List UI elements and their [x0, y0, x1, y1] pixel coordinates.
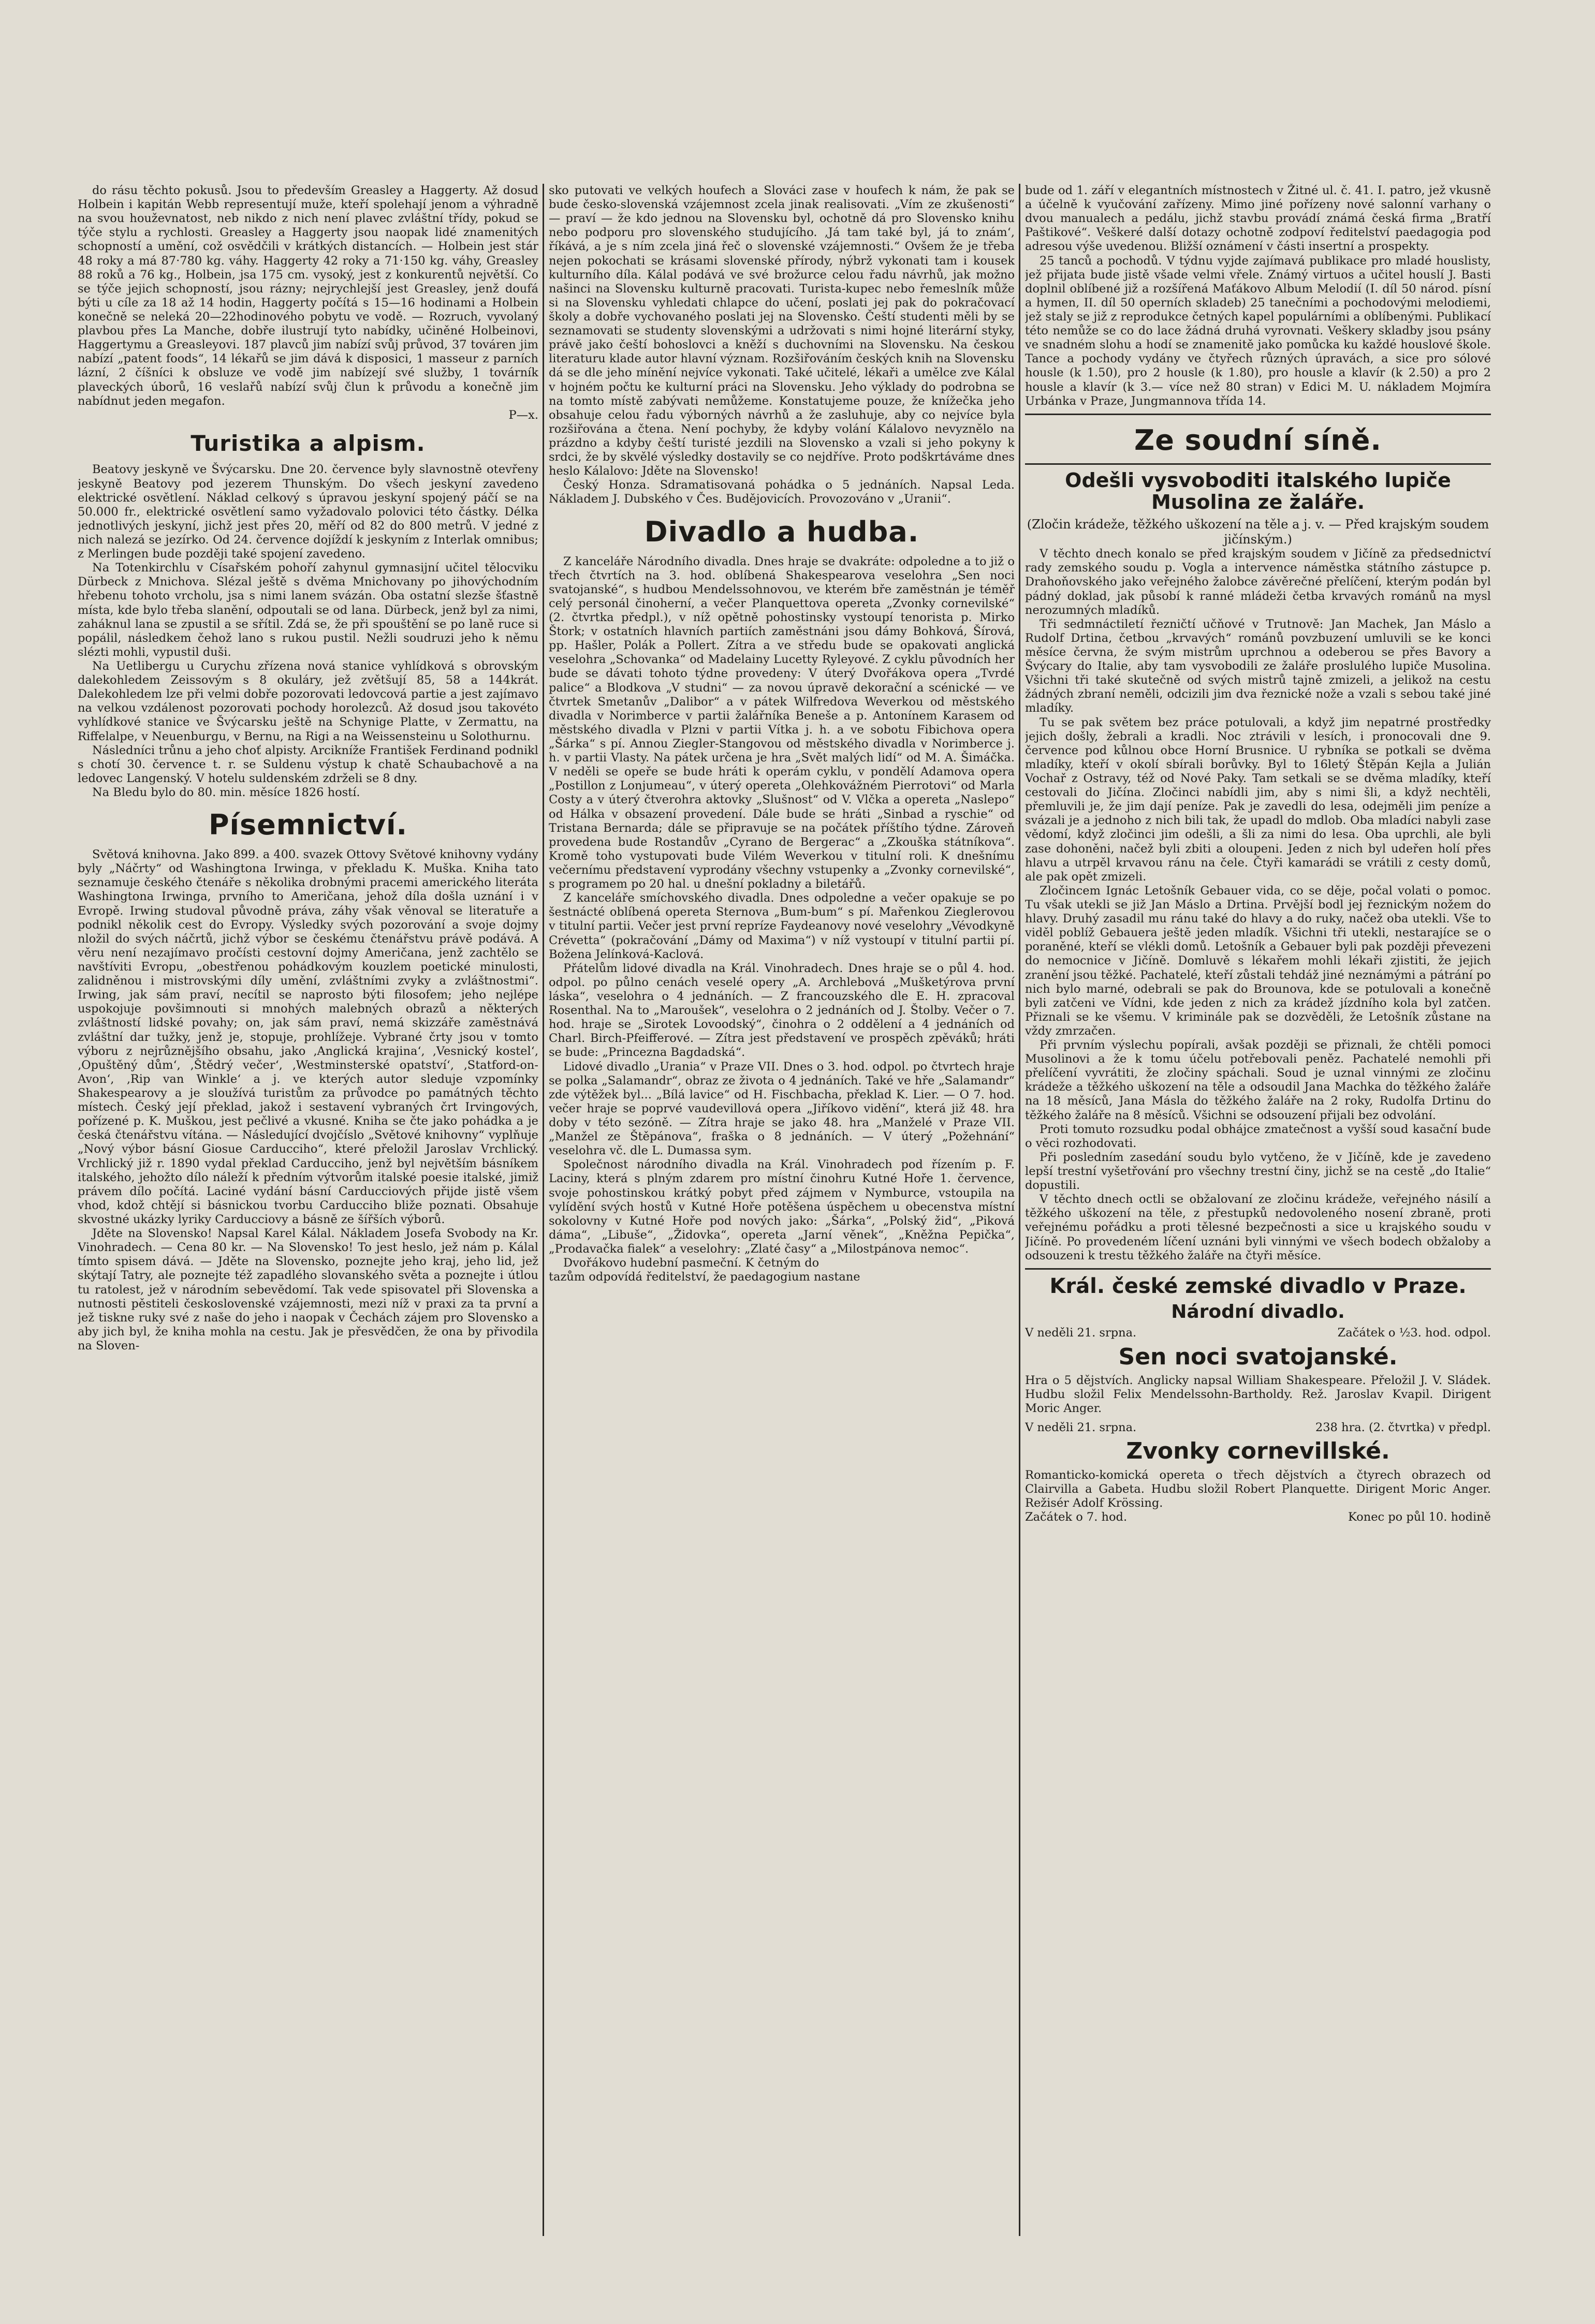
article-paragraph: Jděte na Slovensko! Napsal Karel Kálal. Nákladem Josefa Svobody na Kr. Vinohradech. — Cena 80 kr. — Na Slovensko! To jest heslo, jež nám p. Kálal tímto spisem dává. — Jděte na Slovensko, poznejte jeho kraj, jeho lid, jež skýtají Tatry, ale poznejte též zapadlého slovanského světa a poznejte i útlou tu ratolest, jež v národním sebevědomí. Tak vede spisovatel při Slovenska a nutnosti pěstiteli československé vzájemnosti, mezi níž v praxi za ta první a jež tiskne ruky své z naše do jeho i naopak v Čechách zájem pro Slovensko a aby jich byl, že kniha mohla na cestu. Jak je přesvědčen, že ona by přivodila na Sloven-	[78, 1227, 538, 1352]
article-paragraph: Tu se pak světem bez práce potulovali, a když jim nepatrné prostředky jejich došly, žebrali a kradli. Noc ztrávili v lesích, i pronocovali dne 9. července pod kůlnou obce Horní Brusnice. U rybníka se potkali se dvěma mladíky, kteří v okolí sbírali borůvky. Byl to 16letý Štěpán Kejla a Julián Vochař z Ostravy, též od Nové Paky. Tam setkali se se dvěma mladíky, kteří cestovali do Jičína. Zločinci nabídli jim, aby s nimi šli, a když nechtěli, přemluvili je, že jim dají peníze. Pak je zavedli do lesa, odejměli jim peníze a svázali je a jednoho z nich bili tak, že upadl do mdlob. Oba mladíci nabyli zase vědomí, když zločinci jim odešli, a šli za nimi do lesa. Oba uprchli, ale byli zase dohoněni, načež byli zbiti a oloupeni. Jeden z nich byl udeřen holí přes hlavu a utrpěl krvavou ránu na čele. Čtyři kamarádi se vrátili z cesty domů, ale pak opět zmizeli.	[1025, 715, 1491, 884]
article-paragraph: Český Honza. Sdramatisovaná pohádka o 5 jednáních. Napsal Leda. Nákladem J. Dubského v Čes. Budějovicích. Provozováno v „Uranii“.	[549, 478, 1015, 506]
ad-date-line	[1025, 1326, 1491, 1340]
section-heading-divadlo: Divadlo a hudba.	[644, 515, 919, 548]
ad-description: Hra o 5 dějstvích. Anglicky napsal William Shakespeare. Přeložil J. V. Sládek. Hudbu složil Felix Mendelssohn-Bartholdy. Rež. Jaroslav Kvapil. Dirigent Moric Anger.	[1025, 1373, 1491, 1416]
article-subtitle: (Zločin krádeže, těžkého uškození na těle a j. v. — Před krajským soudem jičínským.)	[1027, 517, 1489, 547]
article-paragraph: Proti tomuto rozsudku podal obhájce zmatečnost a vyšší soud kasační bude o věci rozhodovati.	[1025, 1122, 1491, 1150]
ad-time-line	[1025, 1510, 1491, 1524]
article-paragraph: 25 tanců a pochodů. V týdnu vyjde zajímavá publikace pro mladé houslisty, jež přijata bude jistě všade velmi vřele. Známý virtuos a učitel houslí J. Basti doplnil oblíbené již a rozšířená Maťákovo Album Melodií (I. díl 50 národ. písní a hymen, II. díl 50 operních skladeb) 25 tanečními a pochodovými melodiemi, jež staly se již z reprodukce četných kapel populárními a oblíbenými. Publikací této nemůže se co do lace žádná druhá vyrovnati. Veškery skladby jsou psány ve snadném slohu a hodí se znamenitě jako pomůcka ku každé houslové škole. Tance a pochody vydány ve čtyřech různých úpravách, a sice pro sólové housle (k 1.50), pro 2 housle (k 1.80), pro housle a klavír (k 2.50) a pro 2 housle a klavír (k 3.— více než 80 stran) v Edici M. U. nákladem Mojmíra Urbánka v Praze, Jungmannova třída 14.	[1025, 254, 1491, 408]
article-paragraph: V těchto dnech konalo se před krajským soudem v Jičíně za předsednictví rady zemského soudu p. Vogla a intervence náměstka státního zástupce p. Drahoňovského jako veřejného žalobce závěrečné přelíčení, kterým podán byl pádný doklad, jak působí k ranné mládeži četba krvavých románů na mysl nerozumných mladíků.	[1025, 547, 1491, 617]
ad-play-title: Sen noci svatojanské.	[1118, 1343, 1398, 1370]
divider	[1025, 414, 1491, 415]
ad-title: Král. české zemské divadlo v Praze.	[1049, 1274, 1467, 1298]
ad-start: Začátek o 7. hod.	[1025, 1510, 1128, 1524]
ad-date: V neděli 21. srpna.	[1025, 1326, 1137, 1340]
article-paragraph: Na Uetlibergu u Curychu zřízena nová stanice vyhlídková s obrovským dalekohledem Zeissovým s 8 okuláry, jež zvětšují 85, 58 a 144krát. Dalekohledem lze při velmi dobře pozorovati ledovcová partie a jest zajímavo na velkou vzdálenost pozorovati pochody horolezců. Až dosud jsou takovéto vyhlídkové stanice ve Švýcarsku ještě na Schynige Platte, v Zermattu, na Riffelalpe, v Neuenburgu, v Bernu, na Rigi a na Weissensteinu u Solothurnu.	[78, 659, 538, 743]
ad-play-title: Zvonky cornevillské.	[1126, 1438, 1390, 1465]
article-paragraph: Přátelům lidové divadla na Král. Vinohradech. Dnes hraje se o půl 4. hod. odpol. po půlno cenách veselé opery „A. Archlebová „Mušketýrova první láska“, veselohra o 4 jednáních. — Z francouzského dle E. H. zpracoval Rosenthal. Na to „Maroušek“, veselohra o 2 jednáních od J. Štolby. Večer o 7. hod. hraje se „Sirotek Lovoodský“, činohra o 2 oddělení a 4 jednáních od Charl. Birch-Pfeifferové. — Zítra jest představení ve prospěch zpěváků; hráti se bude: „Princezna Bagdadská“.	[549, 961, 1015, 1060]
article-paragraph: Beatovy jeskyně ve Švýcarsku. Dne 20. července byly slavnostně otevřeny jeskyně Beatovy pod jezerem Thunským. Do všech jeskyní zavedeno elektrické osvětlení. Náklad celkový s úpravou jeskyní spojený páčí se na 50.000 fr., elektrické osvětlení samo vyžadovalo polovici této částky. Délka jednotlivých jeskyní, jichž jest přes 20, měří od 82 do 800 metrů. V jedné z nich nalezá se jezírko. Od 24. července dojíždí k jeskyním z Interlak omnibus; z Merlingen bude později také spojení zavedeno.	[78, 463, 538, 561]
article-paragraph: Následníci trůnu a jeho choť alpisty. Arcikníže František Ferdinand podnikl s chotí 30. července t. r. se Suldenu výstup k chatě Schaubachově a na ledovec Langenský. V hotelu suldenském zdrželi se 8 dny.	[78, 743, 538, 785]
column-middle	[549, 184, 1015, 2236]
article-paragraph: Z kanceláře smíchovského divadla. Dnes odpoledne a večer opakuje se po šestnácté oblíbená opereta Sternova „Bum-bum“ s pí. Mařenkou Zieglerovou v titulní partii. Večer jest první repríze Faydeanovy nové veselohry „Vévodkyně Crévetta“ (pokračování „Dámy od Maxima“) v níž vystoupí v titulní partii pí. Božena Jelínková-Kaclová.	[549, 891, 1015, 961]
article-paragraph: Tři sedmnáctiletí řezničtí učňové v Trutnově: Jan Machek, Jan Máslo a Rudolf Drtina, četbou „krvavých“ románů povzbuzení umluvili se ke konci měsíce června, že svým mistrům uprchnou a odeberou se přes Bavory a Švýcary do Italie, aby tam vysvobodili ze žaláře proslulého lupiče Musolina. Všichni tři také skutečně od svých mistrů tajně zmizeli, a jelikož na cestu žádných zbraní neměli, odcizili jim dva řeznické nože a vzali s sebou také jiné mladíky.	[1025, 617, 1491, 715]
section-heading-pisemnictvi: Písemnictví.	[208, 808, 408, 842]
author-signature: P—x.	[508, 408, 538, 422]
ad-performance: 238 hra. (2. čtvrtka) v předpl.	[1315, 1421, 1491, 1435]
ad-date-line	[1025, 1421, 1491, 1435]
column-rule	[543, 184, 544, 2236]
ad-date: V neděli 21. srpna.	[1025, 1421, 1137, 1435]
ad-end: Konec po půl 10. hodině	[1348, 1510, 1491, 1524]
article-title: Odešli vysvoboditi italského lupiče Musolina ze žaláře.	[1065, 468, 1451, 513]
article-paragraph: Zločincem Ignác Letošník Gebauer vida, co se děje, počal volati o pomoc. Tu však utekli se již Jan Máslo a Drtina. Prvější bodl jej řeznickým nožem do hlavy. Druhý zasadil mu ránu také do hlavy a do ruky, načež oba utekli. Vše to viděl poblíž Gebauera ještě jeden mladík. Všichni tři utekli, nestarajíce se o poraněné, kteří se vlékli domů. Letošník a Gebauer byli pak později převezeni do nemocnice v Jičíně. Domluvě s lékařem mohli lékaři zjistiti, že jejich zranění jsou těžké. Pachatelé, kteří zůstali tehdáž jiné neznámými a pátrání po nich bylo marné, odebrali se pak do Brounova, kde se potulovali a konečně byli zatčeni ve Vídni, kde jeden z nich za krádež jízdního kola byl zatčen. Přiznali se ke všemu. V kriminále pak se dozvěděli, že Letošník zůstane na vždy zmrzačen.	[1025, 884, 1491, 1038]
article-paragraph: bude od 1. září v elegantních místnostech v Žitné ul. č. 41. I. patro, jež vkusně a účelně k vyučování zařízeny. Mimo jiné pořízeny nové salonní varhany o dvou manualech a pedálu, jichž stavbu provádí známá česká firma „Bratří Paštikové“. Veškeré další dotazy ochotně zodpoví ředitelství paedagogia pod adresou výše uvedenou. Bližší oznámení v části insertní a prospekty.	[1025, 184, 1491, 254]
section-heading-turistika: Turistika a alpism.	[191, 430, 426, 456]
article-paragraph: Lidové divadlo „Urania“ v Praze VII. Dnes o 3. hod. odpol. po čtvrtech hraje se polka „Salamandr“, obraz ze života o 4 jednáních. Také ve hře „Salamandr“ zde výtěžek byl... „Bílá lavice“ od H. Fischbacha, překlad K. Lier. — O 7. hod. večer hraje se poprvé vaudevillová opera „Jiříkovo vidění“, která již 48. hra doby v této sezóně. — Zítra hraje se jako 48. hra „Manželé v Praze VII. „Manžel ze Štěpánova“, fraška o 8 jednáních. — V úterý „Požehnání“ veselohra vč. dle L. Dumassa sym.	[549, 1060, 1015, 1158]
column-right	[1025, 184, 1491, 2236]
divider	[1025, 1268, 1491, 1270]
article-paragraph: Při prvním výslechu popírali, avšak později se přiznali, že chtěli pomoci Musolinovi a že k tomu účelu potřebovali peněz. Pachatelé nemohli při přelíčení vyvrátiti, že zločiny spáchali. Soud je uznal vinnými ze zločinu krádeže a těžkého uškození na těle a odsoudil Jana Machka do těžkého žaláře na 18 měsíců, Jana Másla do těžkého žaláře na 2 roky, Rudolfa Drtinu do těžkého žaláře na 8 měsíců. Všichni se odsouzení přijali bez odvolání.	[1025, 1038, 1491, 1122]
article-paragraph: Společnost národního divadla na Král. Vinohradech pod řízením p. F. Laciny, která s plným zdarem pro místní činohru Kutné Hoře 1. července, svoje pohostinskou krátký pobyt před zájmem v Nymburce, vstoupila na vylídění svých hostů v Kutné Hoře potěšena úspěchem u obecenstva místní sokolovny v Kutné Hoře pod nových jako: „Šárka“, „Polský žid“, „Piková dáma“, „Libuše“, „Židovka“, opereta „Jarní věnek“, „Kněžna Pepička“, „Prodavačka fialek“ a veselohry: „Zlaté časy“ a „Milostpánova nemoc“.	[549, 1158, 1015, 1256]
article-paragraph: V těchto dnech octli se obžalovaní ze zločinu krádeže, veřejného násilí a těžkého uškození na těle, z přestupků nedovoleného nosení zbraně, proti veřejnému pořádku a proti tělesné bezpečnosti a sice u krajského soudu v Jičíně. Po provedeném líčení uznáni byli vinnými ve všech bodech obžaloby a odsouzeni k trestu těžkého žaláře na čtyři měsíce.	[1025, 1193, 1491, 1262]
column-left	[78, 184, 538, 2236]
ad-subtitle: Národní divadlo.	[1171, 1301, 1345, 1322]
article-paragraph: Při posledním zasedání soudu bylo vytčeno, že v Jičíně, kde je zavedeno lepší trestní vyšetřování pro všechny trestní činy, jichž se na cestě „do Italie“ dopustili.	[1025, 1150, 1491, 1193]
ad-time: Začátek o ½3. hod. odpol.	[1337, 1326, 1491, 1340]
article-paragraph: do rásu těchto pokusů. Jsou to především Greasley a Haggerty. Až dosud Holbein i kapitán Webb representují muže, kteří spolehají jenom a výhradně na svou houževnatost, neb nikdo z nich není plavec zvláštní třídy, pokud se týče stylu a rychlosti. Greasley a Haggerty jsou naopak lidé znamenitých schopností a umění, což osvědčili v krátkých distancích. — Holbein jest stár 48 roky a má 87·780 kg. váhy. Haggerty 42 roky a 71·150 kg. váhy, Greasley 88 roků a 76 kg., Holbein, jsa 175 cm. vysoký, jest z konkurentů největší. Co se týče jejich schopností, jsou rázny; nejrychlejší jest Greasley, jenž doufá býti u cíle za 18 až 14 hodin, Haggerty počítá s 15—16 hodinami a Holbein konečně se neleká 20—22hodinového pobytu ve vodě. — Rozruch, vyvolaný plavbou přes La Manche, dobře ilustrují tyto nabídky, učiněné Holbeinovi, Haggertymu a Greasleyovi. 187 plavců jim nabízí svůj průvod, 37 továren jim nabízí „patent foods“, 14 lékařů se jim dává k disposici, 1 masseur z parních lázní, 2 číšníci k obsluze ve vodě jim nabízejí své služby, 1 továrník plaveckých úborů, 16 veslařů nabízí svůj člun k průvodu a konečně jim nabídnut jeden megafon.	[78, 184, 538, 408]
section-heading-soud: Ze soudní síně.	[1134, 423, 1382, 457]
article-paragraph: Na Totenkirchlu v Císařském pohoří zahynul gymnasijní učitel tělocviku Dürbeck z Mnichova. Slézal ještě s dvěma Mnichovany po jihovýchodním hřebenu tohoto vrcholu, jsa s nimi lanem svázán. Oba ostatní slezše šťastně místa, kde bylo třeba slanění, odpoutali se od lana. Dürbeck, jenž byl za nimi, zaháknul lana se zpustil a se sřítil. Zdá se, že při spouštění se po laně ruce si popálil, následkem čehož lano s rukou pustil. Nežli soudruzi jeho k němu slézti mohli, vypustil duši.	[78, 561, 538, 659]
article-paragraph: Z kanceláře Národního divadla. Dnes hraje se dvakráte: odpoledne a to již o třech čtvrtích na 3. hod. oblíbená Shakespearova veselohra „Sen noci svatojanské“, s hudbou Mendelssohnovou, ve kterém bře zaměstnán je téměř celý personál činoherní, a večer Planquettova opereta „Zvonky cornevilské“ (2. čtvrtka předpl.), v níž opětně pohostinsky vystoupí tenorista p. Mirko Štork; v ostatních hlavních partiích zaměstnáni jsou dámy Bohková, Šírová, pp. Hašler, Polák a Pollert. Zítra a ve středu bude se opakovati anglická veselohra „Schovanka“ od Madelainy Lucetty Ryleyové. Z cyklu původních her bude se dávati tohoto týdne provedeny: V úterý Dvořákova opera „Tvrdé palice“ a Blodkova „V studni“ — za novou úpravě dekorační a scénické — ve čtvrtek Smetanův „Dalibor“ a v pátek Wilfredova Weverkou od městského divadla v Norimberce v partii žalářníka Beneše a p. Antonínem Karasem od městského divadla v Plzni v partii Vítka j. h. a ve sobotu Fibichova opera „Šárka“ s pí. Annou Ziegler-Stangovou od městského divadla v Norimberce j. h. v partii Vlasty. Na pátek určena je hra „Svět malých lidí“ od M. A. Šimáčka. V neděli se opeře se bude hráti k operám cyklu, v pondělí Adamova opera „Postillon z Lonjumeau“, v úterý opereta „Olehkovážném Pierrotovi“ od Marla Costy a v úterý čtverohra aktovky „Slušnost“ od V. Vlčka a opereta „Naslepo“ od Hálka v obsazení provedení. Dále bude se hráti „Sinbad a ryschie“ od Tristana Bernarda; dále se připravuje se na počátek příštího týdne. Zároveň provedena bude Rostandův „Cyrano de Bergerac“ a „Zkouška státníkova“. Kromě toho vystupovati bude Vilém Weverkou v titulní roli. K dnešnímu večernímu představení vyprodány všechny vstupenky a „Zvonky cornevilské“, s programem po 20 hal. u dnešní pokladny a biletářů.	[549, 554, 1015, 891]
ad-description: Romanticko-komická opereta o třech dějstvích a čtyrech obrazech od Clairvilla a Gabeta. Hudbu složil Robert Planquette. Dirigent Moric Anger. Režisér Adolf Krössing.	[1025, 1468, 1491, 1510]
article-paragraph: sko putovati ve velkých houfech a Slováci zase v houfech k nám, že pak se bude česko-slovenská vzájemnost zcela jinak realisovati. „Vím ze zkušenosti“ — praví — že kdo jednou na Slovensku byl, ochotně dá pro Slovensko knihu nebo podporu pro slovenského studujícího. ‚Já tam také byl, já to znám‘, říkává, a je s ním zcela jiná řeč o slovenské vzájemnosti.“ Ovšem že je třeba nejen pokochati se krásami slovenské přírody, nýbrž vykonati tam i kousek kulturního díla. Kálal podává ve své brožurce celou řadu návrhů, jak možno našinci na Slovensku kulturně pracovati. Turista-kupec nebo řemeslník může si na Slovensku vyhledati chlapce do učení, poslati jej pak do pokračovací školy a dobře vychovaného poslati jej na Slovensko. Čeští studenti měli by se seznamovati se studenty slovenskými a udržovati s nimi hojné literární styky, právě jako čeští bohoslovci a kněží s duchovními na Slovensku. Na českou literaturu klade autor hlavní význam. Rozšiřováním českých knih na Slovensku dá se dle jeho mínění nejvíce vykonati. Také učitelé, lékaři a umělce zve Kálal v hojném počtu ke kulturní práci na Slovensku. Jeho výklady do podrobna se na tomto místě zabývati nemůžeme. Konstatujeme pouze, že knížečka jeho obsahuje celou řadu výborných návrhů a že zasluhuje, aby co nejvíce byla rozšiřována a čtena. Není pochyby, že kdyby volání Kálalovo nevyznělo na prázdno a kdyby čeští turisté jezdili na Slovensko a vzali si jeho pokyny k srdci, že by skvělé výsledky dostavily se co nejdříve. Proto podškrtáváme dnes heslo Kálalovo: Jděte na Slovensko!	[549, 184, 1015, 478]
article-paragraph: Dvořákovo hudební pasmeční. K četným do	[563, 1256, 820, 1270]
article-paragraph: Na Bledu bylo do 80. min. měsíce 1826 hostí.	[92, 785, 360, 799]
divider	[1025, 463, 1491, 465]
column-rule	[1019, 184, 1020, 2236]
article-paragraph: tazům odpovídá ředitelství, že paedagogium nastane	[549, 1270, 860, 1284]
article-paragraph: Světová knihovna. Jako 899. a 400. svazek Ottovy Světové knihovny vydány byly „Náčrty“ od Washingtona Irwinga, v překladu K. Muška. Kniha tato seznamuje českého čtenáře s několika drobnými pracemi amerického literáta Washingtona Irwinga, prvního to Američana, jehož díla došla uznání i v Evropě. Irwing studoval původně práva, záhy však věnoval se literatuře a podnikl několik cest do Evropy. Výsledky svých pozorování a svoje dojmy nložil do svých náčrtů, jichž výbor se českému čtenářstvu právě podává. A věru není nezajímavo pročísti cestovní dojmy Američana, jenž zachtělo se navštíviti Evropu, „obestřenou pohádkovým kouzlem poetické minulosti, zalidněnou i mistrovskými díly umění, zvláštními zvyky a zvláštnostmi“. Irwing, jak sám praví, necítil se naprosto býti filosofem; jeho nejlépe uspokojuje povšimnouti si mnohých malebných obrazů a některých zvláštností lidské povahy; on, jak sám praví, nemá skizzáře zaměstnává zvláštní dar tužky, jenž je, stopuje, prohlížeje. Vybrané črty jsou v tomto výboru z nejrůznějšího obsahu, jako ‚Anglická krajina‘, ‚Vesnický kostel‘, ‚Opuštěný dům‘, ‚Štědrý večer‘, ‚Westminsterské opatství‘, ‚Statford-on-Avon‘, ‚Rip van Winkle‘ a j. ve kterých autor sleduje vzpomínky Shakespearovy a je sloužívá turistům za průvodce po památných těchto místech. Český její překlad, jakož i sestavení vybraných črt Irvingových, pořízené p. K. Muškou, jest pečlivé a vkusné. Kniha se čte jako pohádka a je česká čtenářstvu vítána. — Následující dvojčíslo „Světové knihovny“ vyplňuje „Nový výbor básní Giosue Carducciho“, které přeložil Jaroslav Vrchlický. Vrchlický již r. 1890 vydal překlad Carducciho, jenž byl největším básníkem italského, jehožto dílo náleží k předním výtvorům italské poesie italské, jimiž právem dílo počítá. Laciné vydání básní Carducciových přijde jistě všem vhod, kdož chtějí si básnickou tvorbu Carducciho bliže poznati. Obsahuje skvostné ukázky lyriky Carducciovy a básně ze šířších výborů.	[78, 848, 538, 1226]
theatre-advertisement	[1025, 1275, 1491, 1524]
